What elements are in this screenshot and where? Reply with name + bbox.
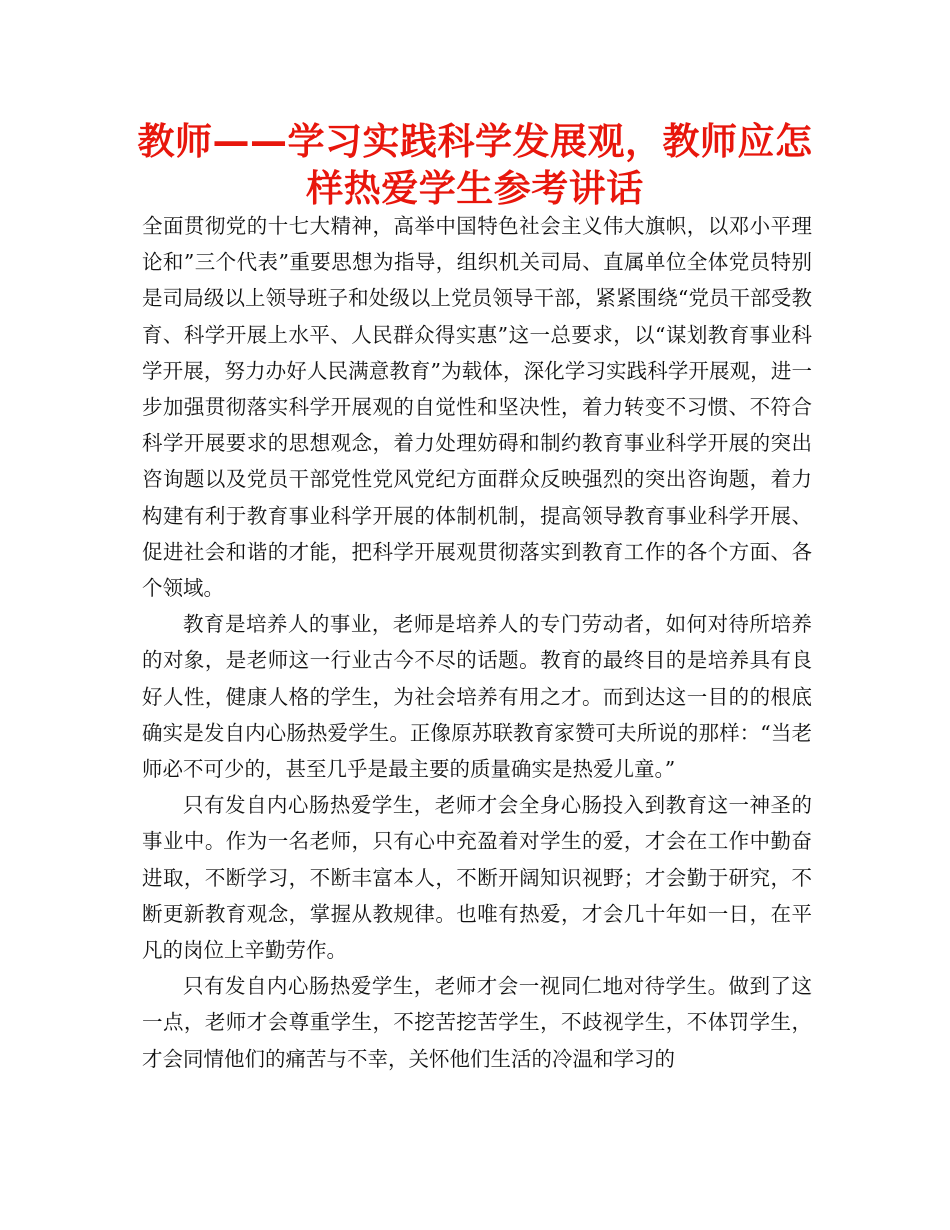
paragraph-1: 全面贯彻党的十七大精神，高举中国特色社会主义伟大旗帜，以邓小平理论和”三个代表”重要思想为指导，组织机关司局、直属单位全体党员特别是司局级以上领导班子和处级以上党员领导干部，紧紧围绕“党员干部受教育、科学开展上水平、人民群众得实惠”这一总要求，以“谋划教育事业科学开展，努力办好人民满意教育”为载体，深化学习实践科学开展观，进一步加强贯彻落实科学开展观的自觉性和坚决性，着力转变不习惯、不符合科学开展要求的思想观念，着力处理妨碍和制约教育事业科学开展的突出咨询题以及党员干部党性党风党纪方面群众反映强烈的突出咨询题，着力构建有利于教育事业科学开展的体制机制，提高领导教育事业科学开展、促进社会和谐的才能，把科学开展观贯彻落实到教育工作的各个方面、各个领域。 — [142, 214, 812, 601]
paragraph-2: 教育是培养人的事业，老师是培养人的专门劳动者，如何对待所培养的对象，是老师这一行业古今不尽的话题。教育的最终目的是培养具有良好人性，健康人格的学生，为社会培养有用之才。而到达这一目的的根底确实是发自内心肠热爱学生。正像原苏联教育家赞可夫所说的那样：“当老师必不可少的，甚至几乎是最主要的质量确实是热爱儿童。” — [142, 612, 812, 782]
document-title: 教师——学习实践科学发展观，教师应怎样热爱学生参考讲话 — [137, 120, 813, 210]
document-body — [142, 208, 812, 1077]
paragraph-3: 只有发自内心肠热爱学生，老师才会全身心肠投入到教育这一神圣的事业中。作为一名老师，只有心中充盈着对学生的爱，才会在工作中勤奋进取，不断学习，不断丰富本人，不断开阔知识视野；才会勤于研究，不断更新教育观念，掌握从教规律。也唯有热爱，才会几十年如一日，在平凡的岗位上辛勤劳作。 — [142, 793, 812, 963]
paragraph-4: 只有发自内心肠热爱学生，老师才会一视同仁地对待学生。做到了这一点，老师才会尊重学生，不挖苦挖苦学生，不歧视学生，不体罚学生，才会同情他们的痛苦与不幸，关怀他们生活的冷温和学习的 — [142, 974, 812, 1071]
